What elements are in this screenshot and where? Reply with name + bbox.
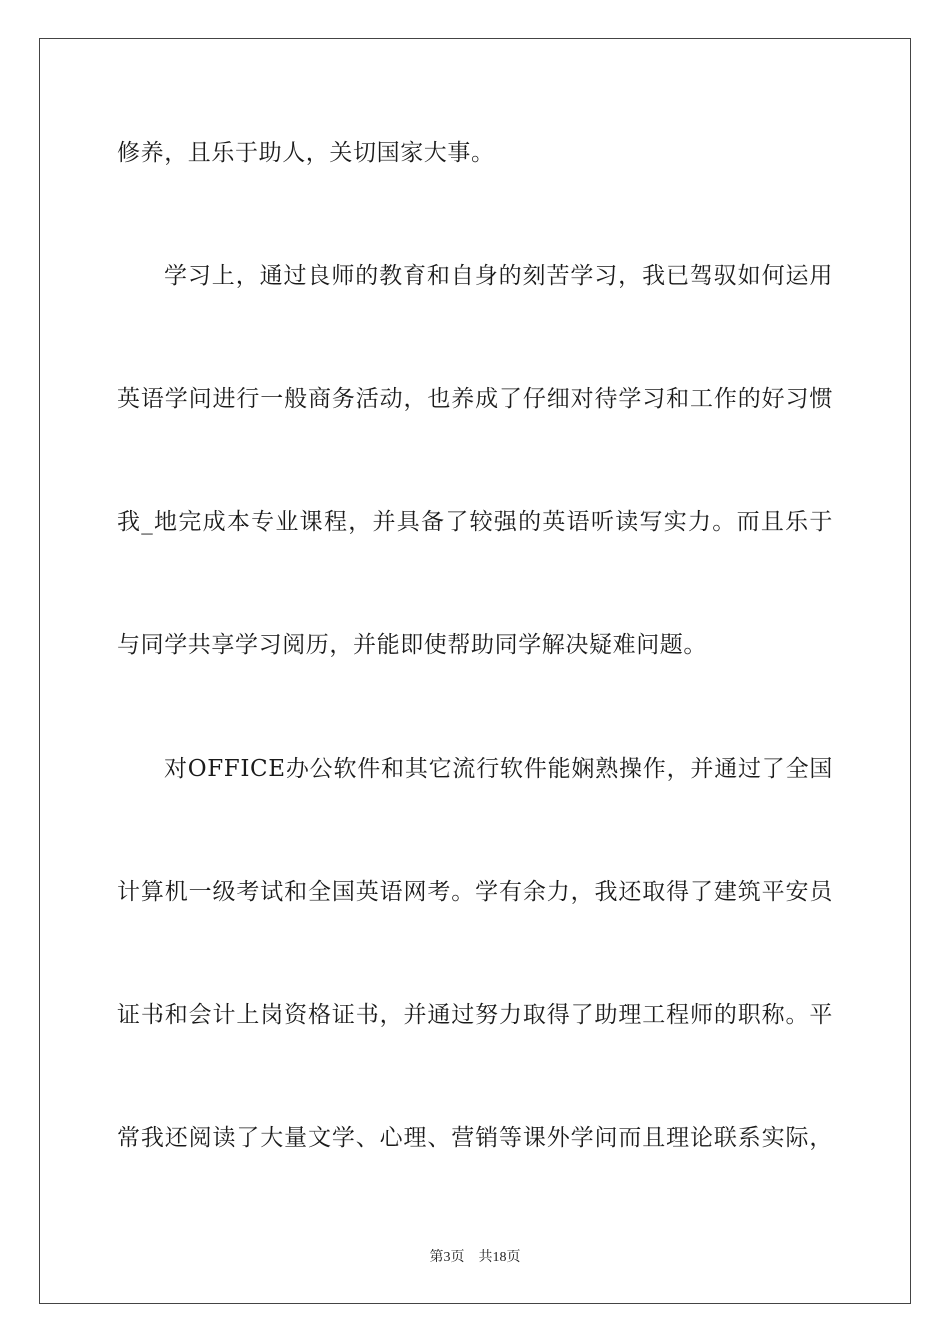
text-line-2: 学习上，通过良师的教育和自身的刻苦学习，我已驾驭如何运用 [164, 263, 833, 289]
text-line-3: 英语学问进行一般商务活动，也养成了仔细对待学习和工作的好习惯 [117, 386, 833, 412]
page-frame [39, 38, 911, 1304]
text-line-4: 我_地完成本专业课程，并具备了较强的英语听读写实力。而且乐于 [117, 509, 833, 535]
text-line-8: 证书和会计上岗资格证书，并通过努力取得了助理工程师的职称。平 [117, 1002, 833, 1028]
text-line-1: 修养，且乐于助人，关切国家大事。 [117, 140, 495, 166]
page-footer [0, 1248, 950, 1268]
page-total: 共18页 [478, 1250, 521, 1265]
text-line-7: 计算机一级考试和全国英语网考。学有余力，我还取得了建筑平安员 [117, 879, 833, 905]
page-number: 第3页 [429, 1250, 465, 1265]
text-line-5: 与同学共享学习阅历，并能即使帮助同学解决疑难问题。 [117, 632, 707, 658]
text-line-9: 常我还阅读了大量文学、心理、营销等课外学问而且理论联系实际， [117, 1125, 833, 1151]
text-line-6: 对OFFICE办公软件和其它流行软件能娴熟操作，并通过了全国 [164, 756, 833, 782]
